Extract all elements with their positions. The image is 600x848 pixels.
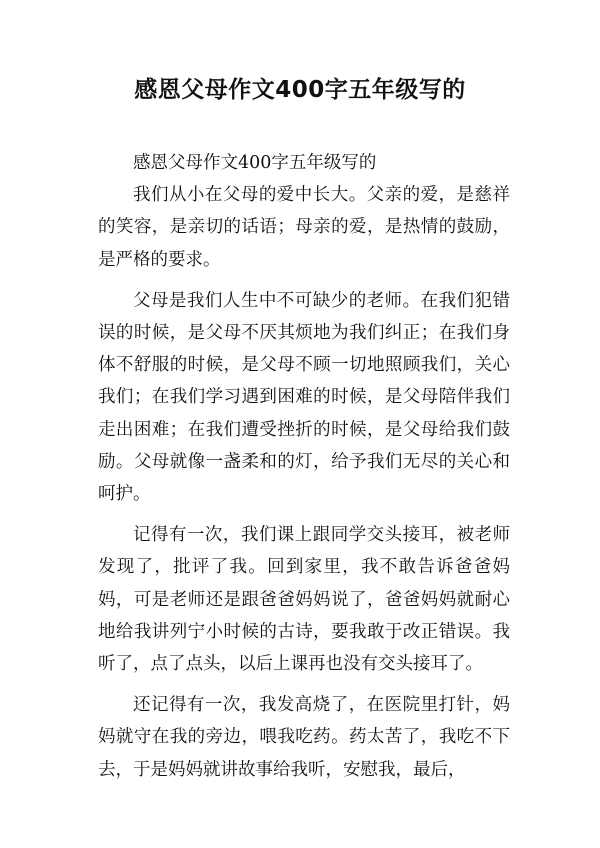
paragraph-4: 还记得有一次，我发高烧了，在医院里打针，妈妈就守在我的旁边，喂我吃药。药太苦了，我吃不下去，于是妈妈就讲故事给我听，安慰我，最后， [98, 695, 510, 780]
paragraph-3: 记得有一次，我们课上跟同学交头接耳，被老师发现了，批评了我。回到家里，我不敢告诉爸爸妈妈，可是老师还是跟爸爸妈妈说了，爸爸妈妈就耐心地给我讲列宁小时候的古诗，要我敢于改正错误。我听了，点了点头，以后上课再也没有交头接耳了。 [98, 525, 510, 675]
paragraph-1: 我们从小在父母的爱中长大。父亲的爱，是慈祥的笑容，是亲切的话语；母亲的爱，是热情的鼓励，是严格的要求。 [98, 185, 510, 270]
paragraph-subtitle: 感恩父母作文400字五年级写的 [133, 153, 377, 173]
paragraph-2: 父母是我们人生中不可缺少的老师。在我们犯错误的时候，是父母不厌其烦地为我们纠正；在我们身体不舒服的时候，是父母不顾一切地照顾我们，关心我们；在我们学习遇到困难的时候，是父母陪伴我们走出困难；在我们遭受挫折的时候，是父母给我们鼓励。父母就像一盏柔和的灯，给予我们无尽的关心和呵护。 [98, 290, 510, 505]
document-title: 感恩父母作文400字五年级写的 [134, 77, 466, 103]
document-body [98, 147, 510, 786]
